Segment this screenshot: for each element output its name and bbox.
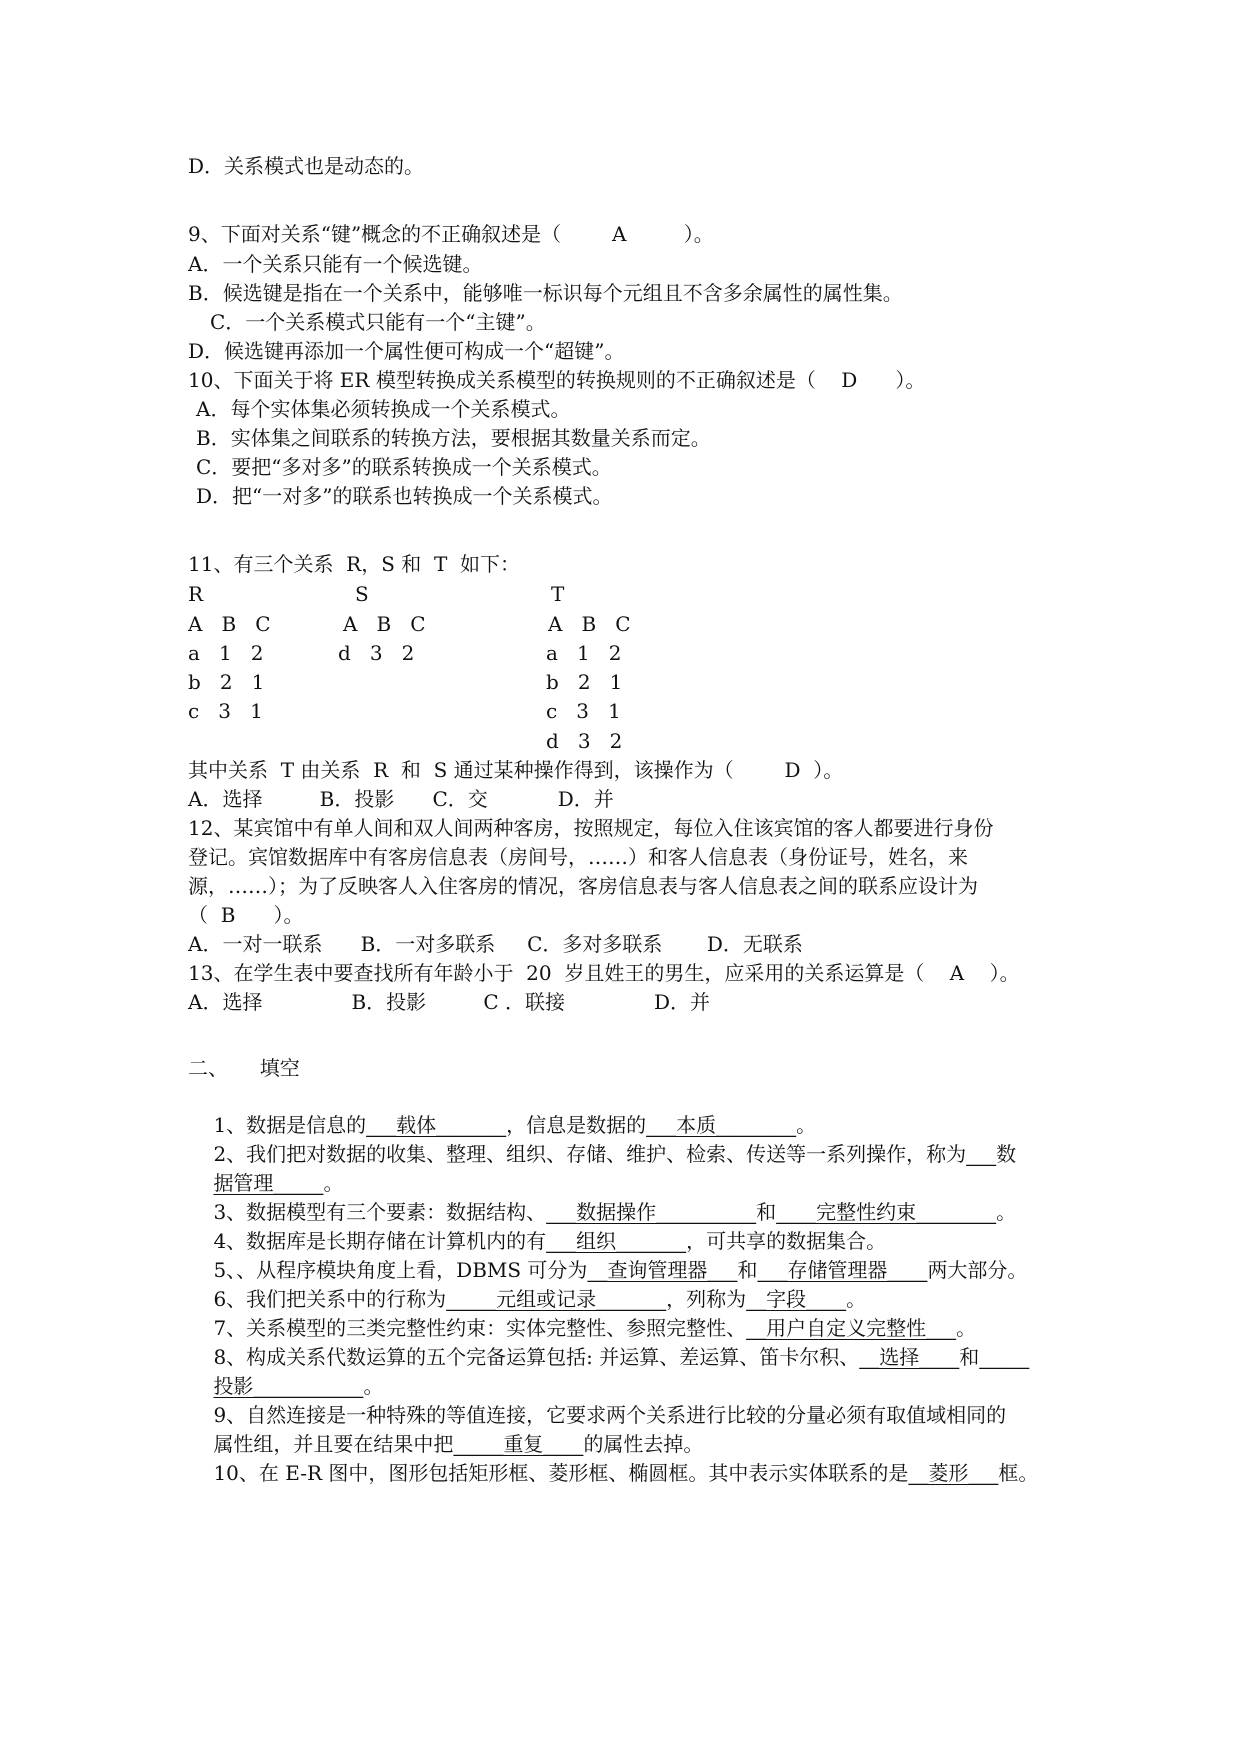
fill-text: 1、数据是信息的	[213, 1113, 367, 1137]
question-9-option-b: B．候选键是指在一个关系中，能够唯一标识每个元组且不含多余属性的属性集。	[188, 281, 903, 305]
fill-text: ，列称为	[666, 1287, 747, 1311]
fill-text: 6、我们把关系中的行称为	[213, 1287, 447, 1311]
question-10-option-b: B．实体集之间联系的转换方法，要根据其数量关系而定。	[196, 426, 711, 450]
fill-text: ，信息是数据的	[506, 1113, 647, 1137]
fill-text: 。	[846, 1287, 867, 1311]
question-12-line-3: 源，……）；为了反映客人入住客房的情况，客房信息表与客人信息表之间的联系应设计为	[188, 874, 978, 898]
question-12-options: A．一对一联系 B．一对多联系 C．多对多联系 D．无联系	[188, 932, 803, 956]
fill-answer: ____完整性约束________	[776, 1200, 997, 1224]
fill-text: 。	[796, 1113, 817, 1137]
fill-text: 8、构成关系代数运算的五个完备运算包括: 并运算、差运算、笛卡尔积、	[213, 1345, 860, 1369]
relation-r-row: b 2 1	[188, 670, 265, 694]
fill-text: 的属性去掉。	[583, 1432, 704, 1456]
relation-t-row: b 2 1	[546, 670, 623, 694]
fill-answer: __菱形___	[908, 1461, 999, 1485]
question-9-option-c: C．一个关系模式只能有一个“主键”。	[210, 310, 546, 334]
fill-answer: ___本质________	[646, 1113, 797, 1137]
fill-answer: 据管理_____	[213, 1171, 324, 1195]
question-10-option-d: D．把“一对多”的联系也转换成一个关系模式。	[196, 484, 613, 508]
fill-answer: __字段____	[746, 1287, 847, 1311]
relation-t-row: d 3 2	[546, 729, 623, 753]
section-heading-fill-in: 二、 填空	[188, 1056, 300, 1080]
relation-s-row: d 3 2	[338, 641, 415, 665]
question-12-line-1: 12、某宾馆中有单人间和双人间两种客房，按照规定，每位入住该宾馆的客人都要进行身份	[188, 816, 994, 840]
fill-answer: __查询管理器___	[587, 1258, 738, 1282]
fill-text: 属性组，并且要在结果中把	[213, 1432, 454, 1456]
fill-text: ，可共享的数据集合。	[686, 1229, 887, 1253]
fill-answer: ___存储管理器____	[757, 1258, 928, 1282]
fill-text: 7、关系模型的三类完整性约束：实体完整性、参照完整性、	[213, 1316, 747, 1340]
fill-text: 框。	[998, 1461, 1039, 1485]
relation-r-row: a 1 2	[188, 641, 264, 665]
fill-text: 两大部分。	[927, 1258, 1028, 1282]
fill-text: 5、、从程序模块角度上看，DBMS 可分为	[213, 1258, 588, 1282]
fill-text: 3、数据模型有三个要素：数据结构、	[213, 1200, 547, 1224]
fill-text: 和	[756, 1200, 777, 1224]
relation-r-name: R	[188, 582, 204, 606]
question-10: 10、下面关于将 ER 模型转换成关系模型的转换规则的不正确叙述是（ D ）。	[188, 368, 926, 392]
fill-answer: ___数据操作__________	[546, 1200, 757, 1224]
relation-s-header: A B C	[343, 612, 426, 636]
fill-answer: _____重复____	[453, 1432, 584, 1456]
fill-answer: 投影___________	[213, 1374, 364, 1398]
fill-text: 。	[363, 1374, 384, 1398]
fill-text: 。	[323, 1171, 344, 1195]
question-13: 13、在学生表中要查找所有年龄小于 20 岁且姓王的男生，应采用的关系运算是（ A ）。	[188, 961, 1020, 985]
fill-text: 和	[959, 1345, 980, 1369]
relation-t-name: T	[551, 582, 565, 606]
fill-answer: ___载体_______	[366, 1113, 507, 1137]
question-13-options: A．选择 B．投影 C ．联接 D．并	[188, 990, 711, 1014]
fill-text: 10、在 E-R 图中，图形包括矩形框、菱形框、椭圆框。其中表示实体联系的是	[213, 1461, 909, 1485]
relation-t-row: c 3 1	[546, 699, 621, 723]
fill-text: 。	[996, 1200, 1017, 1224]
question-12-line-4: （ B ）。	[188, 903, 304, 927]
question-11-stem: 其中关系 T 由关系 R 和 S 通过某种操作得到，该操作为（ D ）。	[188, 758, 844, 782]
fill-text: 。	[956, 1316, 977, 1340]
question-10-option-a: A．每个实体集必须转换成一个关系模式。	[196, 397, 571, 421]
fill-text: 9、自然连接是一种特殊的等值连接，它要求两个关系进行比较的分量必须有取值域相同的	[213, 1403, 1007, 1427]
fill-text: 和	[737, 1258, 758, 1282]
fill-answer: __选择____	[859, 1345, 960, 1369]
fill-answer: __用户自定义完整性___	[746, 1316, 957, 1340]
fill-text: 4、数据库是长期存储在计算机内的有	[213, 1229, 547, 1253]
fill-question-10	[188, 1431, 1038, 1515]
fill-text: 2、我们把对数据的收集、整理、组织、存储、维护、检索、传送等一系列操作，称为	[213, 1142, 967, 1166]
question-9: 9、下面对关系“键”概念的不正确叙述是（ A ）。	[188, 222, 714, 246]
question-10-option-c: C．要把“多对多”的联系转换成一个关系模式。	[196, 455, 612, 479]
fill-answer: ___	[966, 1142, 997, 1166]
question-12-line-2: 登记。宾馆数据库中有客房信息表（房间号，……）和客人信息表（身份证号，姓名，来	[188, 845, 968, 869]
question-9-option-d: D．候选键再添加一个属性便可构成一个“超键”。	[188, 339, 625, 363]
question-11: 11、有三个关系 R，S 和 T 如下：	[188, 552, 521, 576]
fill-answer: _____	[979, 1345, 1030, 1369]
relation-t-header: A B C	[548, 612, 631, 636]
question-11-options: A．选择 B．投影 C．交 D．并	[188, 787, 614, 811]
relation-r-row: c 3 1	[188, 699, 263, 723]
relation-t-row: a 1 2	[546, 641, 622, 665]
option-d-previous: D．关系模式也是动态的。	[188, 154, 425, 178]
fill-text: 数	[996, 1142, 1017, 1166]
relation-s-name: S	[355, 582, 369, 606]
fill-answer: _____元组或记录_______	[446, 1287, 667, 1311]
relation-r-header: A B C	[188, 612, 271, 636]
fill-answer: ___组织_______	[546, 1229, 687, 1253]
question-9-option-a: A．一个关系只能有一个候选键。	[188, 252, 483, 276]
